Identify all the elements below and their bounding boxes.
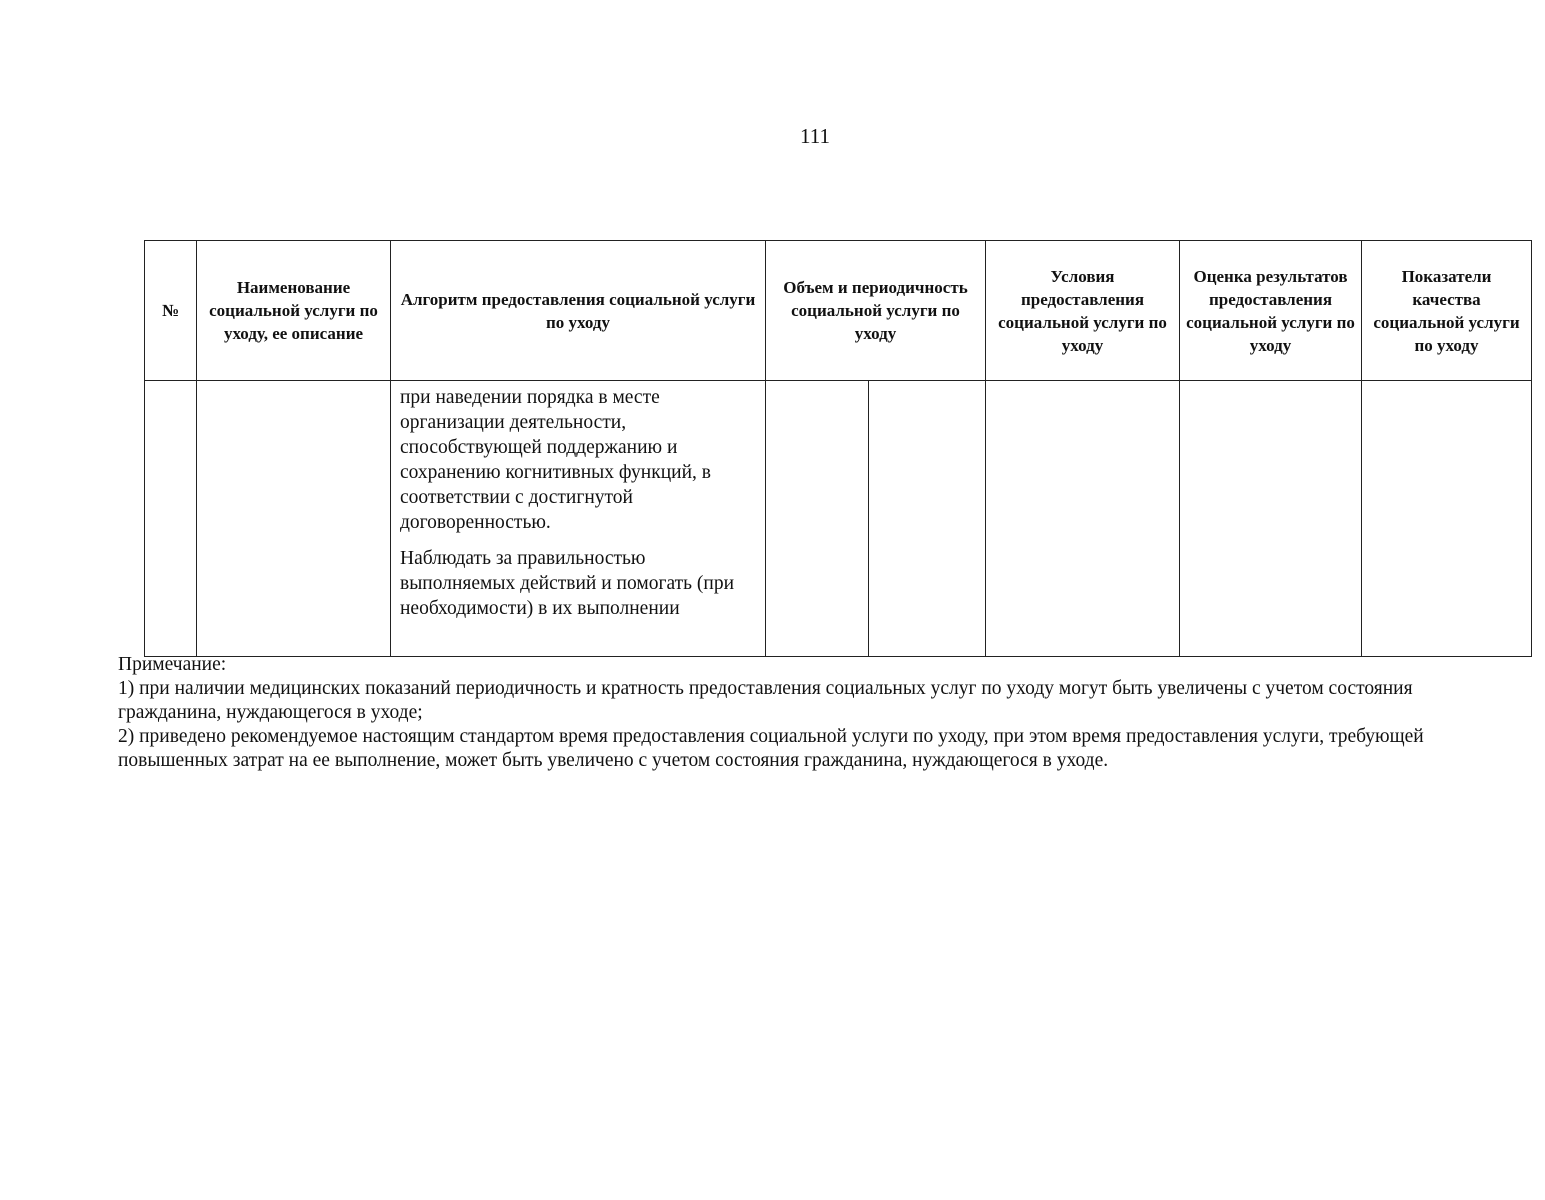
cell-quality — [1362, 381, 1532, 657]
header-number: № — [145, 241, 197, 381]
notes-title: Примечание: — [118, 654, 227, 675]
cell-conditions — [986, 381, 1180, 657]
header-volume-periodicity: Объем и периодичность социальной услуги по уходу — [766, 241, 986, 381]
algorithm-paragraph: Наблюдать за правильностью выполняемых действий и помогать (при необходимости) в их выполнении — [400, 548, 735, 619]
cell-volume — [766, 381, 869, 657]
header-service-name: Наименование социальной услуги по уходу, ее описание — [197, 241, 391, 381]
header-conditions: Условия предоставления социальной услуги по уходу — [986, 241, 1180, 381]
note-item: 1) при наличии медицинских показаний периодичность и кратность предоставления социальных услуг по уходу могут быть увеличены с учетом состояния гражданина, нуждающегося в уходе; — [118, 678, 1413, 723]
algorithm-paragraph: при наведении порядка в месте организации деятельности, способствующей поддержанию и сохранению когнитивных функций, в соответствии с достигнутой договоренностью. — [400, 387, 711, 533]
cell-algorithm — [391, 381, 766, 657]
page-number: 111 — [800, 124, 830, 148]
cell-periodicity — [869, 381, 986, 657]
header-algorithm: Алгоритм предоставления социальной услуги по уходу — [391, 241, 766, 381]
header-evaluation: Оценка результатов предоставления социальной услуги по уходу — [1180, 241, 1362, 381]
table-row — [145, 381, 1532, 657]
cell-service-name — [197, 381, 391, 657]
table-header-row — [145, 241, 1532, 381]
cell-number — [145, 381, 197, 657]
notes-section — [118, 653, 1448, 773]
header-quality: Показатели качества социальной услуги по уходу — [1362, 241, 1532, 381]
cell-evaluation — [1180, 381, 1362, 657]
service-standard-table — [144, 240, 1532, 657]
note-item: 2) приведено рекомендуемое настоящим стандартом время предоставления социальной услуги по уходу, при этом время предоставления услуги, требующей повышенных затрат на ее выполнение, может быть увеличено с учетом состояния гражданина, нуждающегося в уходе. — [118, 726, 1424, 771]
